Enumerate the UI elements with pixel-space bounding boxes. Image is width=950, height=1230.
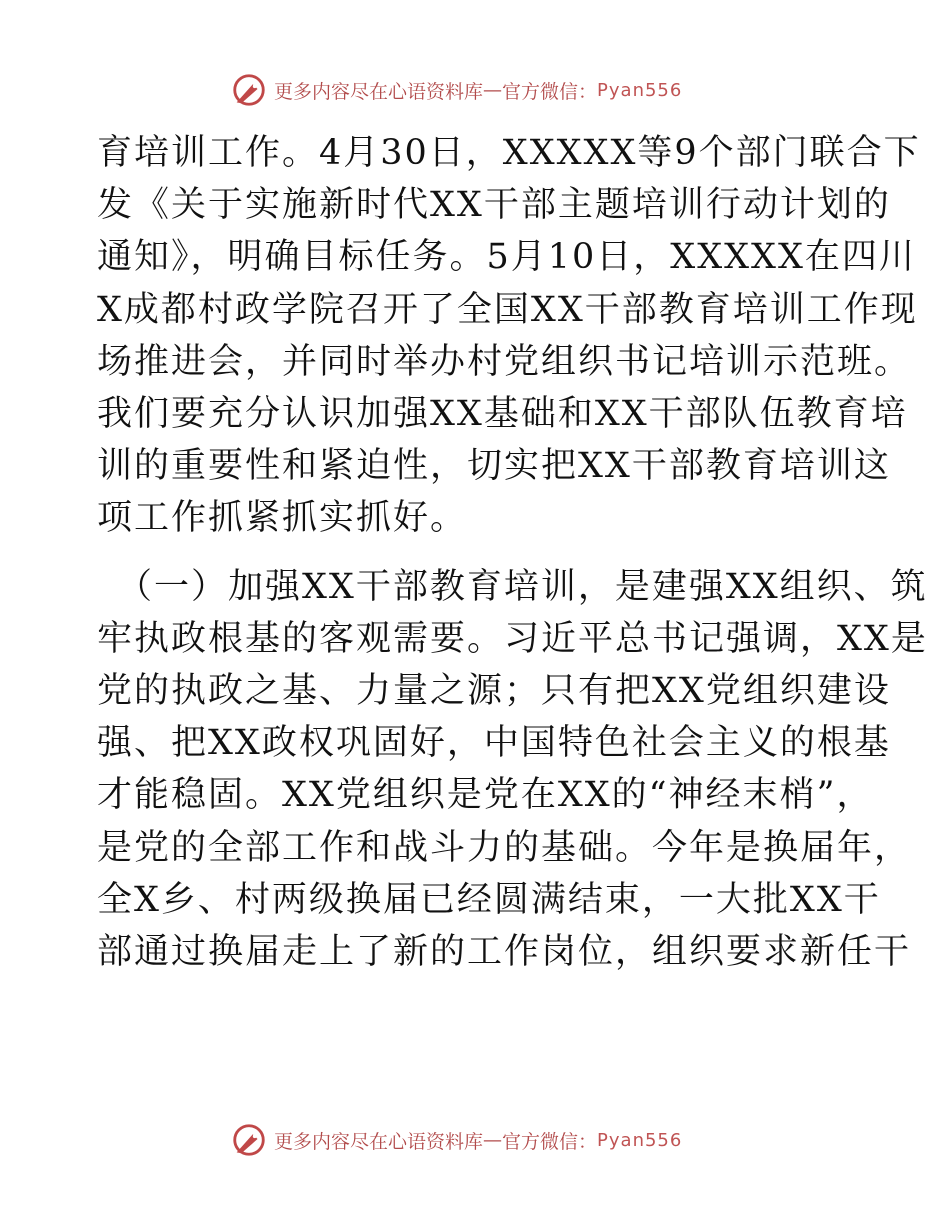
paragraph-2: [97, 561, 928, 979]
text-line: 才能稳固。XX党组织是党在XX的“神经末梢”，: [97, 775, 874, 816]
watermark-main-text: 更多内容尽在心语资料库: [274, 80, 484, 103]
watermark-wechat-id: Pyan556: [597, 1129, 683, 1151]
text-line: 牢执政根基的客观需要。习近平总书记强调，XX是: [97, 618, 928, 659]
watermark-separator: —: [483, 1129, 503, 1151]
text-line: 训的重要性和紧迫性，切实把XX干部教育培训这: [97, 446, 891, 487]
watermark-wechat-id: Pyan556: [597, 79, 683, 101]
watermark-footer: [230, 1120, 710, 1160]
text-line: 全X乡、村两级换届已经圆满结束，一大批XX干: [97, 879, 881, 920]
text-line: 通知》，明确目标任务。5月10日，XXXXX在四川: [97, 237, 916, 278]
text-line: 育培训工作。4月30日，XXXXX等9个部门联合下: [97, 133, 921, 173]
watermark-header: [230, 70, 710, 110]
text-line: 部通过换届走上了新的工作岗位，组织要求新任干: [97, 932, 912, 973]
text-line: 强、把XX政权巩固好，中国特色社会主义的根基: [97, 723, 891, 764]
document-body: [97, 127, 928, 978]
text-line: 场推进会，并同时举办村党组织书记培训示范班。: [97, 341, 912, 382]
text-line: 党的执政之基、力量之源；只有把XX党组织建设: [97, 671, 891, 712]
text-line: 发《关于实施新时代XX干部主题培训行动计划的: [97, 185, 891, 226]
watermark-main-text: 更多内容尽在心语资料库: [274, 1130, 484, 1153]
pen-nib-logo-icon: [230, 71, 268, 109]
watermark-label: 官方微信：: [502, 1130, 598, 1153]
text-line: X成都村政学院召开了全国XX干部教育培训工作现: [97, 289, 918, 330]
watermark-label: 官方微信：: [502, 80, 598, 103]
watermark-separator: —: [483, 79, 503, 101]
pen-nib-logo-icon: [230, 1121, 268, 1159]
paragraph-1: [97, 127, 921, 545]
text-line: （一）加强XX干部教育培训，是建强XX组织、筑: [117, 566, 928, 607]
text-line: 我们要充分认识加强XX基础和XX干部队伍教育培: [97, 394, 908, 435]
text-line: 是党的全部工作和战斗力的基础。今年是换届年，: [97, 827, 912, 868]
text-line: 项工作抓紧抓实抓好。: [97, 498, 468, 539]
